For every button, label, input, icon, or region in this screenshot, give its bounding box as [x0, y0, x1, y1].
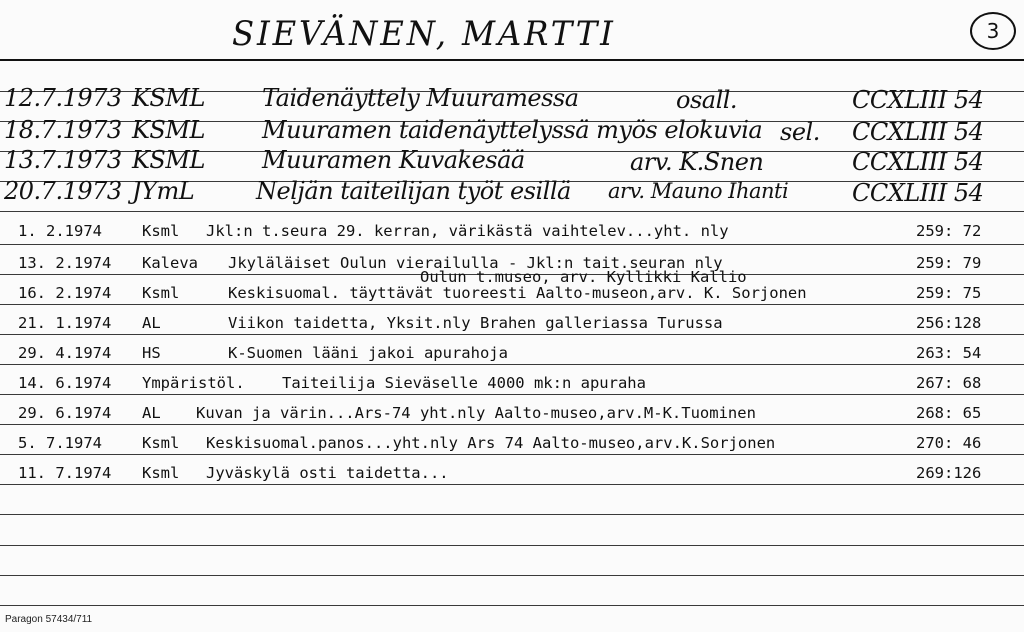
rule-line: [0, 575, 1024, 576]
entry-source: Kaleva: [142, 254, 198, 272]
entry-note: sel.: [780, 118, 820, 146]
entry-text: Keskisuomal.panos...yht.nly Ars 74 Aalto-museo,arv.K.Sorjonen: [206, 434, 776, 452]
entry-title: Taidenäyttely Muuramessa: [262, 84, 579, 112]
entry-ref: CCXLIII 54: [852, 179, 984, 207]
entry-source: KSML: [132, 116, 205, 144]
entry-text: Taiteilija Sieväselle 4000 mk:n apuraha: [282, 374, 646, 392]
entry-date: 13.7.1973: [4, 146, 122, 174]
entry-date: 1. 2.1974: [18, 222, 102, 240]
rule-line: [0, 424, 1024, 425]
header-rule: [0, 59, 1024, 61]
entry-ref: CCXLIII 54: [852, 118, 984, 146]
entry-text: Jyväskylä osti taidetta...: [206, 464, 449, 482]
rule-line: [0, 605, 1024, 606]
rule-line: [0, 394, 1024, 395]
entry-text: K-Suomen lääni jakoi apurahoja: [228, 344, 508, 362]
entry-source: KSML: [132, 146, 205, 174]
entry-ref: CCXLIII 54: [852, 148, 984, 176]
entry-source: HS: [142, 344, 161, 362]
entry-date: 29. 4.1974: [18, 344, 112, 362]
rule-line: [0, 244, 1024, 245]
entry-text: Jkyläläiset Oulun vierailulla - Jkl:n tait.seuran nly: [228, 254, 723, 272]
rule-line: [0, 211, 1024, 212]
entry-source: JYmL: [132, 177, 195, 205]
entry-ref: 263: 54: [916, 344, 982, 362]
entry-date: 11. 7.1974: [18, 464, 112, 482]
entry-text: Kuvan ja värin...Ars-74 yht.nly Aalto-museo,arv.M-K.Tuominen: [196, 404, 756, 422]
entry-title: Neljän taiteilijan työt esillä: [256, 177, 571, 205]
entry-date: 18.7.1973: [4, 116, 122, 144]
entry-text: Jkl:n t.seura 29. kerran, värikästä vaihtelev...yht. nly: [206, 222, 729, 240]
entry-ref: 268: 65: [916, 404, 982, 422]
entry-ref: 259: 79: [916, 254, 982, 272]
entry-text-continued: Oulun t.museo, arv. Kyllikki Kallio: [420, 268, 747, 286]
entry-title: Muuramen Kuvakesää: [262, 146, 525, 174]
entry-ref: 267: 68: [916, 374, 982, 392]
entry-source: KSML: [132, 84, 205, 112]
entry-date: 5. 7.1974: [18, 434, 102, 452]
rule-line: [0, 454, 1024, 455]
entry-source: Ksml: [142, 222, 180, 240]
entry-date: 13. 2.1974: [18, 254, 112, 272]
entry-date: 21. 1.1974: [18, 314, 112, 332]
entry-source: Ksml: [142, 284, 180, 302]
entry-text: Viikon taidetta, Yksit.nly Brahen galleriassa Turussa: [228, 314, 723, 332]
entry-source: AL: [142, 314, 161, 332]
entry-ref: 259: 75: [916, 284, 982, 302]
entry-ref: 269:126: [916, 464, 982, 482]
entry-text: Keskisuomal. täyttävät tuoreesti Aalto-museon,arv. K. Sorjonen: [228, 284, 807, 302]
rule-line: [0, 484, 1024, 485]
rule-line: [0, 514, 1024, 515]
card-title: SIEVÄNEN, MARTTI: [232, 14, 616, 54]
rule-line: [0, 304, 1024, 305]
rule-line: [0, 334, 1024, 335]
entry-note: arv. K.Snen: [630, 148, 764, 176]
entry-ref: 256:128: [916, 314, 982, 332]
rule-line: [0, 545, 1024, 546]
entry-source: Ksml: [142, 434, 180, 452]
card-footer: Paragon 57434/711: [5, 614, 93, 625]
entry-date: 29. 6.1974: [18, 404, 112, 422]
entry-note: arv. Mauno Ihanti: [608, 179, 789, 203]
entry-ref: CCXLIII 54: [852, 86, 984, 114]
entry-ref: 259: 72: [916, 222, 982, 240]
entry-note: osall.: [676, 86, 738, 114]
entry-date: 20.7.1973: [4, 177, 122, 205]
entry-date: 12.7.1973: [4, 84, 122, 112]
entry-source: Ksml: [142, 464, 180, 482]
entry-source: AL: [142, 404, 161, 422]
entry-ref: 270: 46: [916, 434, 982, 452]
entry-source: Ympäristöl.: [142, 374, 245, 392]
entry-title: Muuramen taidenäyttelyssä myös elokuvia: [262, 116, 763, 144]
rule-line: [0, 364, 1024, 365]
entry-date: 14. 6.1974: [18, 374, 112, 392]
card-number: 3: [970, 12, 1016, 50]
entry-date: 16. 2.1974: [18, 284, 112, 302]
